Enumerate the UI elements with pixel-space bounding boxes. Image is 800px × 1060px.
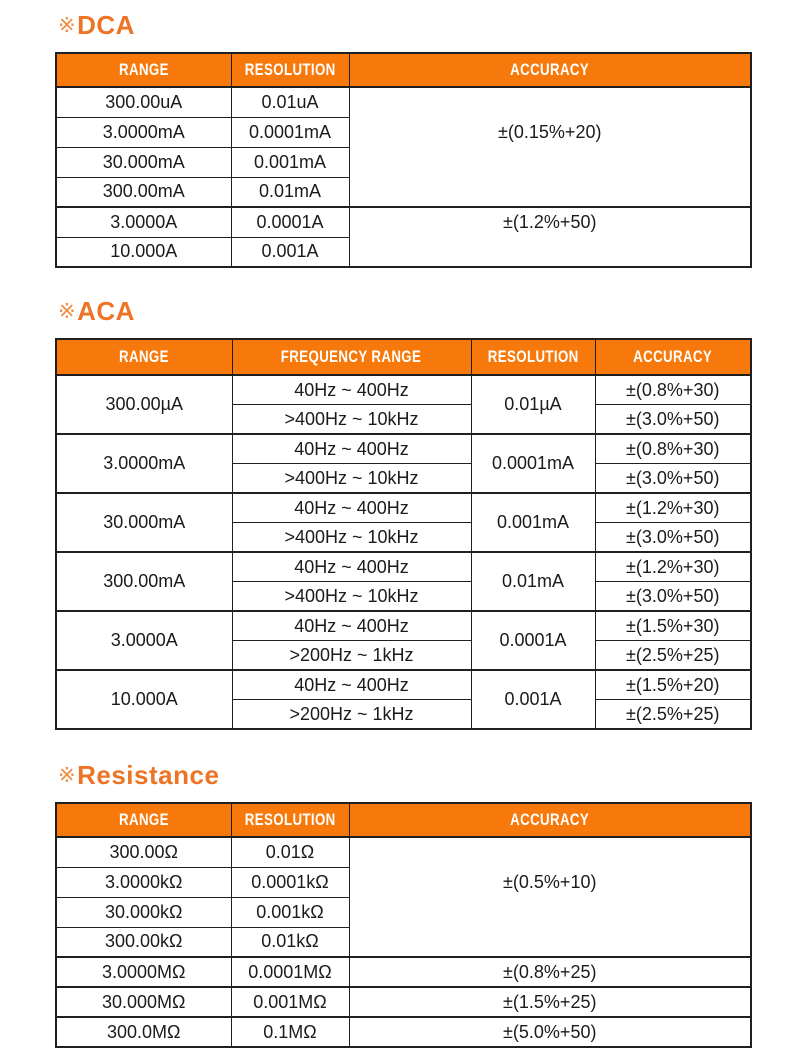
- table-row: [56, 957, 751, 987]
- cell-frequency: 40Hz ~ 400Hz: [232, 375, 471, 405]
- reference-mark-icon: ※: [58, 300, 77, 323]
- cell-accuracy: ±(1.5%+20): [595, 670, 751, 700]
- section-heading-aca-label: ACA: [77, 296, 135, 326]
- section-heading-dca-label: DCA: [77, 10, 135, 40]
- cell-resolution: 0.001A: [231, 237, 349, 267]
- cell-range: 3.0000mA: [56, 117, 231, 147]
- cell-accuracy: ±(0.8%+30): [595, 375, 751, 405]
- cell-range: 30.000MΩ: [56, 987, 231, 1017]
- cell-resolution: 0.0001A: [471, 611, 595, 670]
- resistance-col-header-resolution: RESOLUTION: [231, 803, 349, 837]
- cell-range: 3.0000A: [56, 207, 231, 237]
- cell-range: 300.00mA: [56, 552, 232, 611]
- cell-resolution: 0.001kΩ: [231, 897, 349, 927]
- cell-frequency: >400Hz ~ 10kHz: [232, 582, 471, 612]
- table-row: [56, 375, 751, 405]
- cell-resolution: 0.001mA: [231, 147, 349, 177]
- cell-range: 300.00µA: [56, 375, 232, 434]
- cell-resolution: 0.01mA: [471, 552, 595, 611]
- section-aca: [0, 268, 800, 730]
- cell-resolution: 0.001A: [471, 670, 595, 729]
- cell-accuracy: ±(3.0%+50): [595, 405, 751, 435]
- section-heading-resistance-label: Resistance: [77, 760, 220, 790]
- aca-col-header-accuracy: ACCURACY: [595, 339, 751, 375]
- cell-range: 3.0000MΩ: [56, 957, 231, 987]
- cell-accuracy: ±(1.5%+30): [595, 611, 751, 641]
- cell-range: 3.0000mA: [56, 434, 232, 493]
- reference-mark-icon: ※: [58, 14, 77, 37]
- section-heading-resistance: [0, 730, 800, 802]
- resistance-col-header-accuracy: ACCURACY: [349, 803, 751, 837]
- cell-range: 300.00kΩ: [56, 927, 231, 957]
- table-row: [56, 837, 751, 867]
- section-resistance: [0, 730, 800, 1048]
- cell-resolution: 0.1MΩ: [231, 1017, 349, 1047]
- cell-resolution: 0.0001kΩ: [231, 867, 349, 897]
- dca-col-header-accuracy: ACCURACY: [349, 53, 751, 87]
- cell-accuracy: ±(3.0%+50): [595, 464, 751, 494]
- cell-frequency: 40Hz ~ 400Hz: [232, 434, 471, 464]
- cell-range: 30.000kΩ: [56, 897, 231, 927]
- dca-col-header-resolution: RESOLUTION: [231, 53, 349, 87]
- resistance-col-header-range: RANGE: [56, 803, 231, 837]
- resistance-spec-table: [55, 802, 752, 1048]
- section-heading-aca: [0, 268, 800, 338]
- dca-col-header-range: RANGE: [56, 53, 231, 87]
- aca-header-row: [56, 339, 751, 375]
- cell-accuracy: ±(0.8%+25): [349, 957, 751, 987]
- cell-frequency: >200Hz ~ 1kHz: [232, 641, 471, 671]
- cell-resolution: 0.01µA: [471, 375, 595, 434]
- cell-range: 30.000mA: [56, 147, 231, 177]
- cell-accuracy-span: ±(1.2%+50): [349, 207, 751, 267]
- cell-resolution: 0.001mA: [471, 493, 595, 552]
- table-row: [56, 670, 751, 700]
- cell-range: 3.0000kΩ: [56, 867, 231, 897]
- cell-frequency: >400Hz ~ 10kHz: [232, 464, 471, 494]
- table-row: [56, 493, 751, 523]
- cell-accuracy-span: ±(0.5%+10): [349, 837, 751, 957]
- aca-col-header-resolution: RESOLUTION: [471, 339, 595, 375]
- aca-col-header-range: RANGE: [56, 339, 232, 375]
- table-row: [56, 552, 751, 582]
- table-row: [56, 207, 751, 237]
- cell-resolution: 0.001MΩ: [231, 987, 349, 1017]
- cell-accuracy: ±(1.5%+25): [349, 987, 751, 1017]
- cell-resolution: 0.01Ω: [231, 837, 349, 867]
- dca-spec-table: [55, 52, 752, 268]
- section-dca: [0, 0, 800, 268]
- cell-accuracy: ±(5.0%+50): [349, 1017, 751, 1047]
- cell-accuracy: ±(1.2%+30): [595, 552, 751, 582]
- cell-range: 300.00uA: [56, 87, 231, 117]
- cell-resolution: 0.0001mA: [471, 434, 595, 493]
- table-row: [56, 611, 751, 641]
- cell-resolution: 0.01mA: [231, 177, 349, 207]
- resistance-header-row: [56, 803, 751, 837]
- cell-accuracy: ±(1.2%+30): [595, 493, 751, 523]
- cell-resolution: 0.01kΩ: [231, 927, 349, 957]
- aca-spec-table: [55, 338, 752, 730]
- cell-resolution: 0.0001A: [231, 207, 349, 237]
- cell-frequency: 40Hz ~ 400Hz: [232, 611, 471, 641]
- cell-frequency: >200Hz ~ 1kHz: [232, 700, 471, 730]
- cell-range: 3.0000A: [56, 611, 232, 670]
- cell-range: 300.00mA: [56, 177, 231, 207]
- cell-frequency: >400Hz ~ 10kHz: [232, 405, 471, 435]
- table-row: [56, 434, 751, 464]
- cell-frequency: 40Hz ~ 400Hz: [232, 670, 471, 700]
- cell-range: 30.000mA: [56, 493, 232, 552]
- cell-resolution: 0.0001mA: [231, 117, 349, 147]
- cell-range: 10.000A: [56, 670, 232, 729]
- cell-accuracy-span: ±(0.15%+20): [349, 87, 751, 207]
- cell-resolution: 0.01uA: [231, 87, 349, 117]
- cell-range: 300.00Ω: [56, 837, 231, 867]
- cell-frequency: >400Hz ~ 10kHz: [232, 523, 471, 553]
- reference-mark-icon: ※: [58, 764, 77, 787]
- cell-accuracy: ±(3.0%+50): [595, 582, 751, 612]
- table-row: [56, 1017, 751, 1047]
- cell-accuracy: ±(2.5%+25): [595, 700, 751, 730]
- dca-header-row: [56, 53, 751, 87]
- cell-frequency: 40Hz ~ 400Hz: [232, 552, 471, 582]
- cell-accuracy: ±(2.5%+25): [595, 641, 751, 671]
- cell-frequency: 40Hz ~ 400Hz: [232, 493, 471, 523]
- aca-col-header-frequency-range: FREQUENCY RANGE: [232, 339, 471, 375]
- cell-accuracy: ±(3.0%+50): [595, 523, 751, 553]
- table-row: [56, 987, 751, 1017]
- table-row: [56, 87, 751, 117]
- section-heading-dca: [0, 0, 800, 52]
- cell-range: 300.0MΩ: [56, 1017, 231, 1047]
- cell-resolution: 0.0001MΩ: [231, 957, 349, 987]
- cell-range: 10.000A: [56, 237, 231, 267]
- cell-accuracy: ±(0.8%+30): [595, 434, 751, 464]
